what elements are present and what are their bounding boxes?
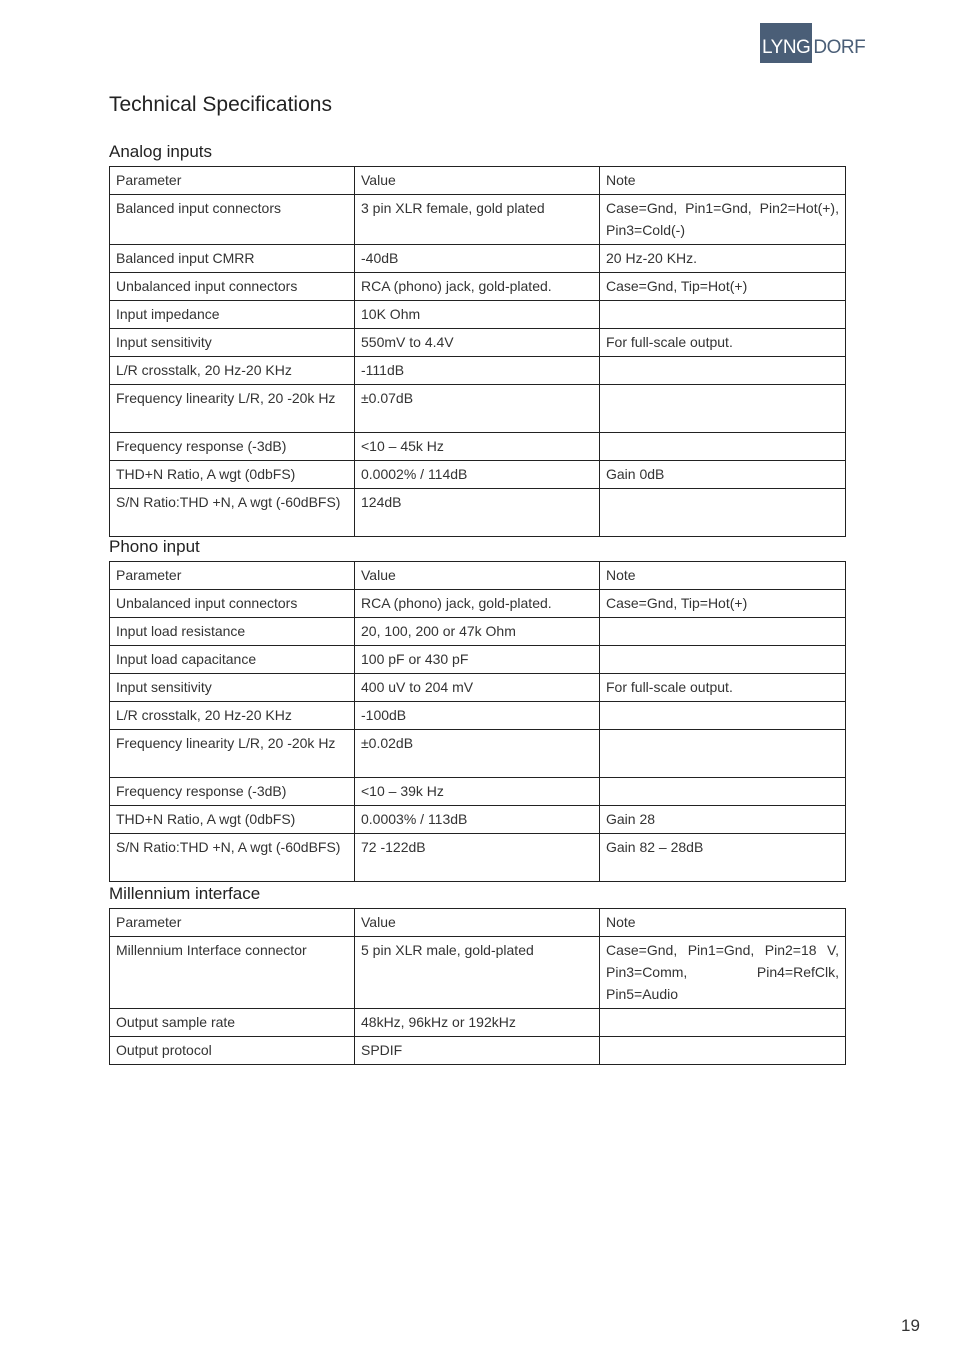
table-row — [110, 273, 846, 301]
parameter-cell: Frequency response (-3dB) — [110, 778, 355, 806]
note-cell: 20 Hz-20 KHz. — [600, 245, 846, 273]
value-cell: SPDIF — [355, 1037, 600, 1065]
table-row — [110, 385, 846, 433]
table-row — [110, 357, 846, 385]
table-row — [110, 195, 846, 245]
parameter-cell: S/N Ratio:THD +N, A wgt (-60dBFS) — [110, 834, 355, 882]
table-header-row — [110, 562, 846, 590]
header-cell: Value — [355, 909, 600, 937]
phono-input-table — [109, 561, 846, 882]
section-heading-phono-input: Phono input — [109, 537, 200, 556]
page-number: 19 — [901, 1316, 920, 1335]
table-row — [110, 618, 846, 646]
value-cell: 48kHz, 96kHz or 192kHz — [355, 1009, 600, 1037]
value-cell: 400 uV to 204 mV — [355, 674, 600, 702]
parameter-cell: Unbalanced input connectors — [110, 273, 355, 301]
section-heading-millennium-interface: Millennium interface — [109, 884, 261, 903]
value-cell: ±0.07dB — [355, 385, 600, 433]
table-row — [110, 702, 846, 730]
parameter-cell: Balanced input connectors — [110, 195, 355, 245]
note-cell — [600, 646, 846, 674]
value-cell: 5 pin XLR male, gold-plated — [355, 937, 600, 1009]
value-cell: 0.0003% / 113dB — [355, 806, 600, 834]
note-cell: Case=Gnd, Tip=Hot(+) — [600, 273, 846, 301]
value-cell: -100dB — [355, 702, 600, 730]
table-row — [110, 1037, 846, 1065]
parameter-cell: Input sensitivity — [110, 674, 355, 702]
table-row — [110, 674, 846, 702]
table-row — [110, 461, 846, 489]
lyngdorf-logo — [760, 23, 865, 63]
value-cell: ±0.02dB — [355, 730, 600, 778]
note-cell: For full-scale output. — [600, 329, 846, 357]
parameter-cell: S/N Ratio:THD +N, A wgt (-60dBFS) — [110, 489, 355, 537]
header-cell: Value — [355, 167, 600, 195]
parameter-cell: Frequency linearity L/R, 20 -20k Hz — [110, 730, 355, 778]
value-cell: 20, 100, 200 or 47k Ohm — [355, 618, 600, 646]
header-cell: Parameter — [110, 167, 355, 195]
table-row — [110, 730, 846, 778]
table-row — [110, 834, 846, 882]
page-title: Technical Specifications — [109, 93, 332, 116]
table-row — [110, 245, 846, 273]
value-cell: RCA (phono) jack, gold-plated. — [355, 590, 600, 618]
header-cell: Note — [600, 562, 846, 590]
header-cell: Note — [600, 909, 846, 937]
parameter-cell: Balanced input CMRR — [110, 245, 355, 273]
table-header-row — [110, 167, 846, 195]
parameter-cell: THD+N Ratio, A wgt (0dbFS) — [110, 806, 355, 834]
parameter-cell: Input load capacitance — [110, 646, 355, 674]
note-cell — [600, 301, 846, 329]
header-cell: Parameter — [110, 562, 355, 590]
note-cell — [600, 618, 846, 646]
parameter-cell: Input load resistance — [110, 618, 355, 646]
note-cell — [600, 433, 846, 461]
logo-part-dorf: DORF — [813, 37, 866, 58]
parameter-cell: L/R crosstalk, 20 Hz-20 KHz — [110, 357, 355, 385]
note-cell — [600, 730, 846, 778]
parameter-cell: Unbalanced input connectors — [110, 590, 355, 618]
parameter-cell: Output sample rate — [110, 1009, 355, 1037]
parameter-cell: Input sensitivity — [110, 329, 355, 357]
millennium-interface-table — [109, 908, 846, 1065]
note-cell: Gain 82 – 28dB — [600, 834, 846, 882]
table-row — [110, 1009, 846, 1037]
parameter-cell: Millennium Interface connector — [110, 937, 355, 1009]
value-cell: 100 pF or 430 pF — [355, 646, 600, 674]
note-cell — [600, 1009, 846, 1037]
table-row — [110, 301, 846, 329]
table-row — [110, 433, 846, 461]
note-cell: Case=Gnd, Pin1=Gnd, Pin2=18 V, Pin3=Comm, Pin4=RefClk, Pin5=Audio — [600, 937, 846, 1009]
value-cell: -111dB — [355, 357, 600, 385]
parameter-cell: THD+N Ratio, A wgt (0dbFS) — [110, 461, 355, 489]
analog-inputs-table — [109, 166, 846, 537]
table-row — [110, 806, 846, 834]
value-cell: 3 pin XLR female, gold plated — [355, 195, 600, 245]
note-cell: Gain 28 — [600, 806, 846, 834]
parameter-cell: Input impedance — [110, 301, 355, 329]
note-cell — [600, 702, 846, 730]
parameter-cell: L/R crosstalk, 20 Hz-20 KHz — [110, 702, 355, 730]
table-header-row — [110, 909, 846, 937]
value-cell: RCA (phono) jack, gold-plated. — [355, 273, 600, 301]
header-cell: Parameter — [110, 909, 355, 937]
header-cell: Value — [355, 562, 600, 590]
note-cell — [600, 1037, 846, 1065]
section-heading-analog-inputs: Analog inputs — [109, 142, 213, 161]
note-cell — [600, 385, 846, 433]
table-row — [110, 778, 846, 806]
value-cell: <10 – 45k Hz — [355, 433, 600, 461]
parameter-cell: Frequency linearity L/R, 20 -20k Hz — [110, 385, 355, 433]
table-row — [110, 489, 846, 537]
table-row — [110, 937, 846, 1009]
table-row — [110, 590, 846, 618]
note-cell — [600, 489, 846, 537]
note-cell: Case=Gnd, Pin1=Gnd, Pin2=Hot(+), Pin3=Cold(-) — [600, 195, 846, 245]
value-cell: 550mV to 4.4V — [355, 329, 600, 357]
value-cell: <10 – 39k Hz — [355, 778, 600, 806]
table-row — [110, 329, 846, 357]
parameter-cell: Output protocol — [110, 1037, 355, 1065]
note-cell: For full-scale output. — [600, 674, 846, 702]
value-cell: -40dB — [355, 245, 600, 273]
note-cell — [600, 357, 846, 385]
header-cell: Note — [600, 167, 846, 195]
table-row — [110, 646, 846, 674]
value-cell: 0.0002% / 114dB — [355, 461, 600, 489]
logo-part-lyng: LYNG — [760, 23, 812, 63]
value-cell: 10K Ohm — [355, 301, 600, 329]
value-cell: 72 -122dB — [355, 834, 600, 882]
parameter-cell: Frequency response (-3dB) — [110, 433, 355, 461]
note-cell: Gain 0dB — [600, 461, 846, 489]
note-cell — [600, 778, 846, 806]
note-cell: Case=Gnd, Tip=Hot(+) — [600, 590, 846, 618]
value-cell: 124dB — [355, 489, 600, 537]
